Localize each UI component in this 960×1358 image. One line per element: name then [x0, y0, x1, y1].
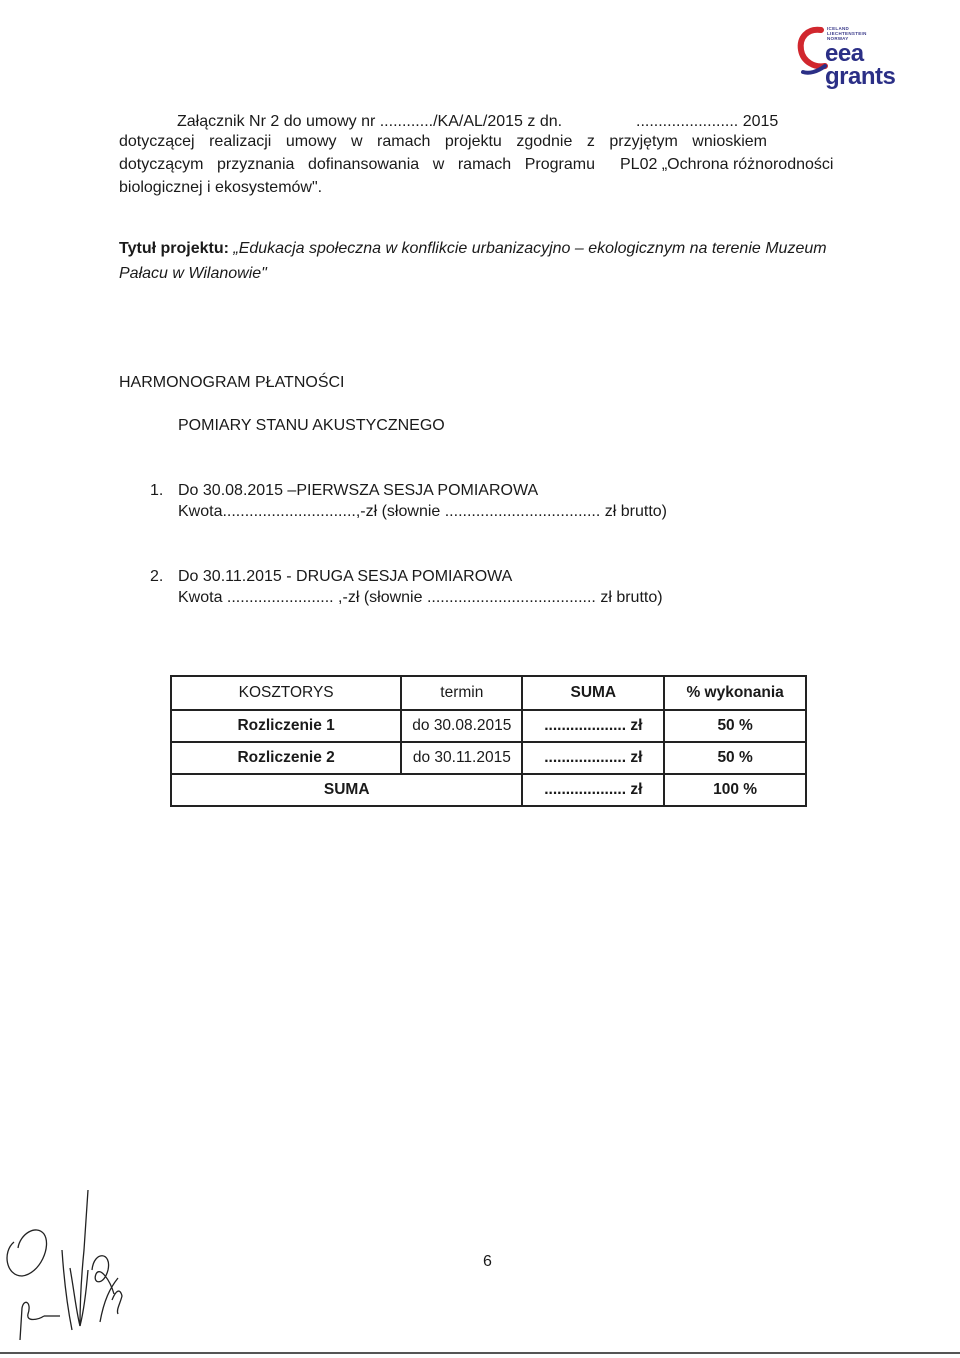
section-heading: POMIARY STANU AKUSTYCZNEGO	[178, 417, 445, 434]
item-1-title: Do 30.08.2015 –PIERWSZA SESJA POMIAROWA	[178, 482, 539, 499]
header-line-2: dotyczącej realizacji umowy w ramach projektu zgodnie z przyjętym wnioskiem	[119, 133, 767, 150]
table-cell: 50 %	[664, 742, 806, 774]
header-line-3a: dotyczącym przyznania dofinansowania w ramach Programu	[119, 156, 595, 173]
item-2-title: Do 30.11.2015 - DRUGA SESJA POMIAROWA	[178, 568, 513, 585]
table-total-label: SUMA	[171, 774, 522, 806]
item-2-amount: Kwota ........................ ,-zł (słownie ...................................... zł brutto)	[178, 589, 663, 606]
table-header-cell: SUMA	[522, 676, 664, 710]
table-header-cell: % wykonania	[664, 676, 806, 710]
table-total-percent: 100 %	[664, 774, 806, 806]
table-cell: do 30.11.2015	[401, 742, 522, 774]
cost-table	[170, 675, 807, 807]
eea-swirl-icon	[795, 22, 829, 82]
table-cell: Rozliczenie 2	[171, 742, 401, 774]
table-cell: do 30.08.2015	[401, 710, 522, 742]
table-cell: 50 %	[664, 710, 806, 742]
table-header-cell: KOSZTORYS	[171, 676, 401, 710]
header-line-1a: Załącznik Nr 2 do umowy nr ............/KA/AL/2015 z dn.	[177, 113, 563, 130]
header-line-3b: PL02 „Ochrona różnorodności	[620, 156, 834, 173]
table-header-row	[171, 676, 806, 710]
header-line-4: biologicznej i ekosystemów".	[119, 179, 323, 196]
logo-country-2: LIECHTENSTEIN	[827, 31, 867, 36]
table-row	[171, 710, 806, 742]
table-cell: ................... zł	[522, 710, 664, 742]
handwritten-signature	[0, 1190, 160, 1340]
table-cell: ................... zł	[522, 742, 664, 774]
project-title-label: Tytuł projektu:	[119, 240, 229, 257]
table-cell: Rozliczenie 1	[171, 710, 401, 742]
item-2-number: 2.	[150, 568, 164, 585]
schedule-heading: HARMONOGRAM PŁATNOŚCI	[119, 374, 345, 391]
logo-country-1: ICELAND	[827, 26, 850, 31]
project-title-text-2: Pałacu w Wilanowie"	[119, 265, 267, 282]
table-total-row	[171, 774, 806, 806]
logo-country-3: NORWAY	[827, 36, 849, 41]
logo-word-grants: grants	[825, 63, 896, 90]
project-title-line-1	[119, 238, 827, 260]
header-line-1b: ....................... 2015	[636, 113, 779, 130]
logo-word-eea: eea	[825, 40, 864, 67]
item-1-number: 1.	[150, 482, 164, 499]
table-total-sum: ................... zł	[522, 774, 664, 806]
eea-grants-logo	[795, 18, 915, 98]
page-number: 6	[483, 1253, 492, 1270]
item-1-amount: Kwota..............................,-zł (słownie ................................... zł brutto)	[178, 503, 668, 520]
project-title-text-1: „Edukacja społeczna w konflikcie urbanizacyjno – ekologicznym na terenie Muzeum	[233, 240, 827, 257]
project-title-line-2	[119, 263, 267, 285]
table-row	[171, 742, 806, 774]
page-bottom-divider	[0, 1352, 960, 1354]
table-header-cell: termin	[401, 676, 522, 710]
